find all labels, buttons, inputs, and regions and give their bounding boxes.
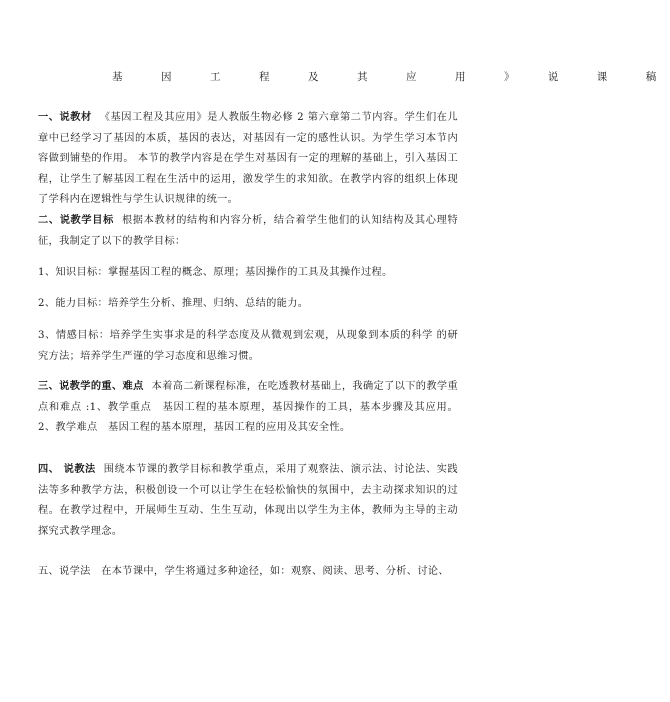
section-teaching-goals (38, 211, 458, 252)
goal-emotion (38, 326, 458, 367)
section-body: 1、知识目标：掌握基因工程的概念、原理；基因操作的工具及其操作过程。 (38, 267, 393, 278)
section-body: 《基因工程及其应用》是人教版生物必修 2 第六章第二节内容。学生们在儿章中已经学习了基因的本质，基因的表达，对基因有一定的感性认识。为学生学习本节内容做到铺垫的作用。 本节的教学内容是在学生对基因有一定的理解的基础上，引入基因工程，让学生了解基因工程在生活中的运用，激发学生的求知欲。在教学内容的组织上体现了学科内在逻辑性与学生认识规律的统一。 (38, 112, 458, 205)
section-body: 根据本教材的结构和内容分析，结合着学生他们的认知结构及其心理特征，我制定了以下的教学目标： (38, 215, 458, 247)
section-body: 围绕本节课的教学目标和教学重点，采用了观察法、演示法、讨论法、实践法等多种教学方法，积极创设一个可以让学生在轻松愉快的氛围中，去主动探求知识的过程。在教学过程中，开展师生互动、生生互动，体现出以学生为主体，教师为主导的主动探究式教学理念。 (38, 464, 458, 537)
document-title: 基 因 工 程 及 其 应 用 》 说 课 稿 (112, 71, 670, 83)
goal-knowledge (38, 263, 458, 284)
section-body: 3、情感目标：培养学生实事求是的科学态度及从微观到宏观，从现象到本质的科学 的研究方法；培养学生严谨的学习态度和思维习惯。 (38, 330, 458, 362)
section-body: 本着高二新课程标准，在吃透教材基础上，我确定了以下的教学重点和难点 :1、教学重点 基因工程的基本原理，基因操作的工具，基本步骤及其应用。 2、教学难点 基因工程的基本原理，基因工程的应用及其安全性。 (38, 381, 459, 433)
goal-ability (38, 294, 458, 315)
section-heading: 三、说教学的重、难点 (38, 381, 144, 392)
section-body: 2、能力目标：培养学生分析、推理、归纳、总结的能力。 (38, 298, 309, 309)
section-key-points (38, 377, 458, 439)
section-teaching-material (38, 108, 458, 211)
section-heading: 一、说教材 (38, 112, 92, 123)
section-heading: 四、 说教法 (38, 464, 96, 475)
section-learning-methods (38, 562, 458, 583)
section-teaching-methods (38, 460, 458, 542)
section-heading: 二、说教学目标 (38, 215, 114, 226)
section-body: 五、说学法 在本节课中，学生将通过多种途径，如：观察、阅读、思考、分析、讨论、 (38, 566, 449, 577)
